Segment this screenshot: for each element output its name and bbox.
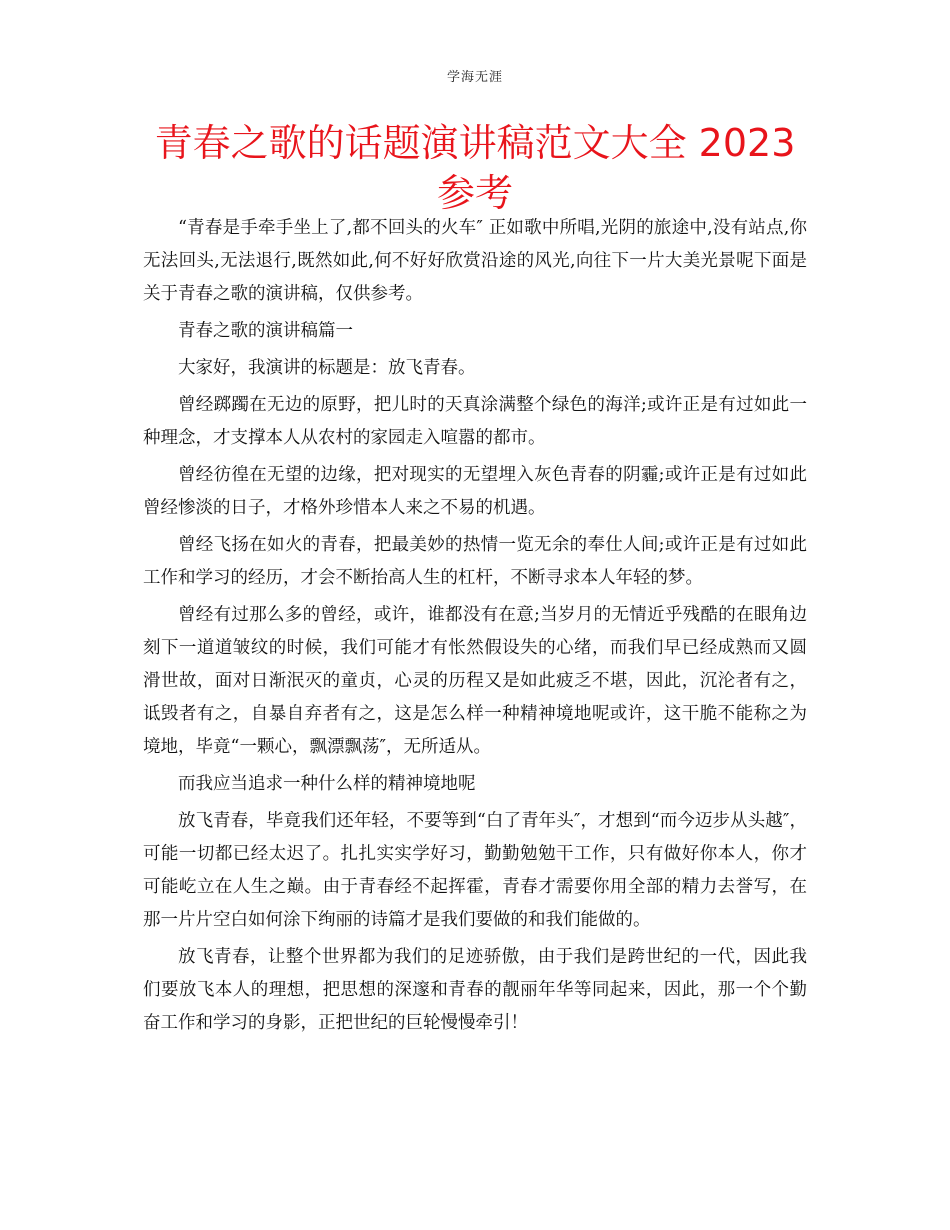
- paragraph: 放飞青春，毕竟我们还年轻，不要等到“白了青年头″，才想到“而今迈步从头越″，可能一切都已经太迟了。扎扎实实学好习，勤勤勉勉干工作，只有做好你本人，你才可能屹立在人生之巅。由于青春经不起挥霍，青春才需要你用全部的精力去誉写，在那一片片空白如何涂下绚丽的诗篇才是我们要做的和我们能做的。: [143, 811, 807, 930]
- paragraph: 青春之歌的演讲稿篇一: [178, 321, 353, 341]
- paragraph: 放飞青春，让整个世界都为我们的足迹骄傲，由于我们是跨世纪的一代，因此我们要放飞本人的理想，把思想的深邃和青春的靓丽年华等同起来，因此，那一个个勤奋工作和学习的身影，正把世纪的巨轮慢慢牵引！: [143, 947, 807, 1033]
- paragraph: 大家好，我演讲的标题是：放飞青春。: [178, 358, 476, 378]
- paragraph: 曾经踯躅在无边的原野，把儿时的天真涂满整个绿色的海洋;或许正是有过如此一种理念，才支撑本人从农村的家园走入喧嚣的都市。: [143, 395, 807, 448]
- document-body: [143, 212, 807, 1044]
- header-tag: 学海无涯: [446, 70, 503, 85]
- paragraph: 而我应当追求一种什么样的精神境地呢: [178, 774, 476, 794]
- paragraph: 曾经有过那么多的曾经，或许，谁都没有在意;当岁月的无情近乎残酷的在眼角边刻下一道道皱纹的时候，我们可能才有怅然假设失的心绪，而我们早已经成熟而又圆滑世故，面对日渐泯灭的童贞，心灵的历程又是如此疲乏不堪，因此，沉沦者有之，诋毁者有之，自暴自弃者有之，这是怎么样一种精神境地呢或许，这干脆不能称之为境地，毕竟“一颗心，飘漂飘荡″，无所适从。: [143, 605, 807, 757]
- paragraph: “青春是手牵手坐上了,都不回头的火车″ 正如歌中所唱,光阴的旅途中,没有站点,你无法回头,无法退行,既然如此,何不好好欣赏沿途的风光,向往下一片大美光景呢下面是关于青春之歌的演讲稿，仅供参考。: [143, 218, 807, 304]
- document-title: 青春之歌的话题演讲稿范文大全 2023 参考: [154, 121, 796, 215]
- paragraph: 曾经飞扬在如火的青春，把最美妙的热情一览无余的奉仕人间;或许正是有过如此工作和学习的经历，才会不断抬高人生的杠杆，不断寻求本人年轻的梦。: [143, 535, 807, 588]
- paragraph: 曾经彷徨在无望的边缘，把对现实的无望埋入灰色青春的阴霾;或许正是有过如此曾经惨淡的日子，才格外珍惜本人来之不易的机遇。: [143, 465, 807, 518]
